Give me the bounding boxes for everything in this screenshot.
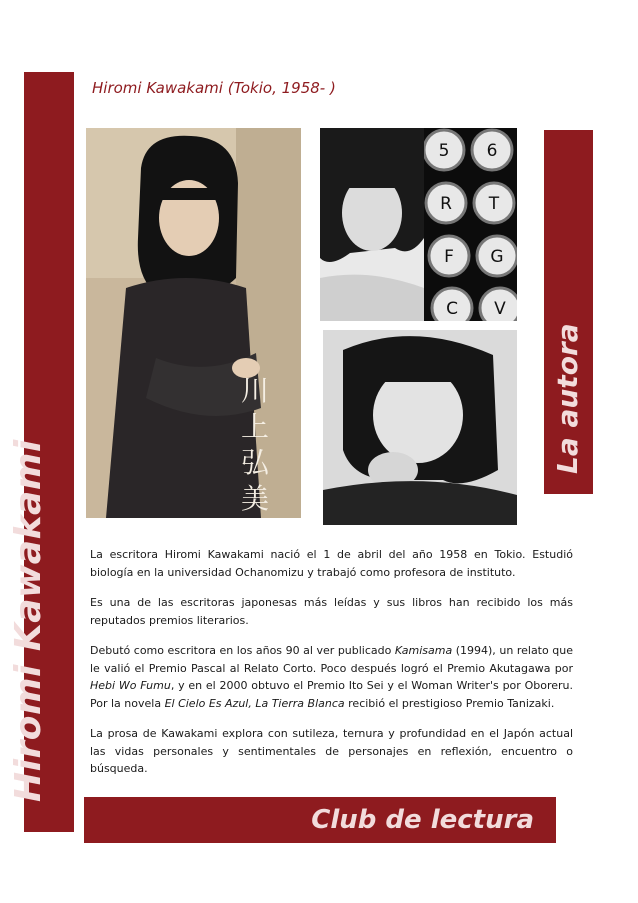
typewriter-key-label: V [494,299,506,319]
club-label: Club de lectura [311,805,534,835]
book-title-el-cielo: El Cielo Es Azul, La Tierra Blanca [164,696,345,710]
bio-p3-part-b: (1994), un relato que le valió el Premio Pascal al Relato Corto. Poco después logró el Premio Akutagawa por [90,644,573,675]
right-band-label: La autora [551,323,584,474]
bio-paragraph-2: Es una de las escritoras japonesas más leídas y sus libros han recibido los más reputados premios literarios. [90,596,573,627]
typewriter-key-label: 5 [438,141,450,161]
biography-text [90,546,573,791]
typewriter-keys-photo [424,128,517,321]
club-de-lectura-banner [84,797,556,843]
typewriter-key-label: G [490,247,504,267]
calligraphy-name: 川上弘美 [240,374,269,515]
left-red-band [8,72,74,832]
typewriter-key-label: T [488,194,500,214]
bio-p3-part-c: , y en el 2000 obtuvo el Premio Ito Sei y el Woman Writer's por Oboreru. Por la novela [90,679,574,710]
author-portrait-main [86,128,301,518]
book-title-hebi-wo-fumu: Hebi Wo Fumu [90,679,171,692]
typewriter-key-label: F [444,247,454,267]
right-red-band [544,130,593,494]
typewriter-key-label: C [446,299,458,319]
bio-paragraph-4: La prosa de Kawakami explora con sutileza, ternura y profundidad en el Japón actual las vidas personales y sentimentales de personajes en reflexión, encuentro o búsqueda. [90,727,573,775]
author-photo-hand-on-cheek [323,330,517,525]
typewriter-key-label: 6 [486,141,498,161]
book-title-kamisama: Kamisama [394,644,453,657]
page-title: Hiromi Kawakami (Tokio, 1958- ) [92,79,336,97]
author-photo-closeup [320,128,424,321]
bio-p3-part-a: Debutó como escritora en los años 90 al ver publicado [90,644,395,657]
bio-paragraph-1: La escritora Hiromi Kawakami nació el 1 de abril del año 1958 en Tokio. Estudió biología en la universidad Ochanomizu y trabajó como profesora de instituto. [90,548,573,579]
bio-p3-part-d: recibió el prestigioso Premio Tanizaki. [344,696,555,710]
left-band-label: Hiromi Kawakami [8,439,49,802]
typewriter-key-label: R [440,194,452,214]
bio-paragraph-3 [90,642,573,712]
